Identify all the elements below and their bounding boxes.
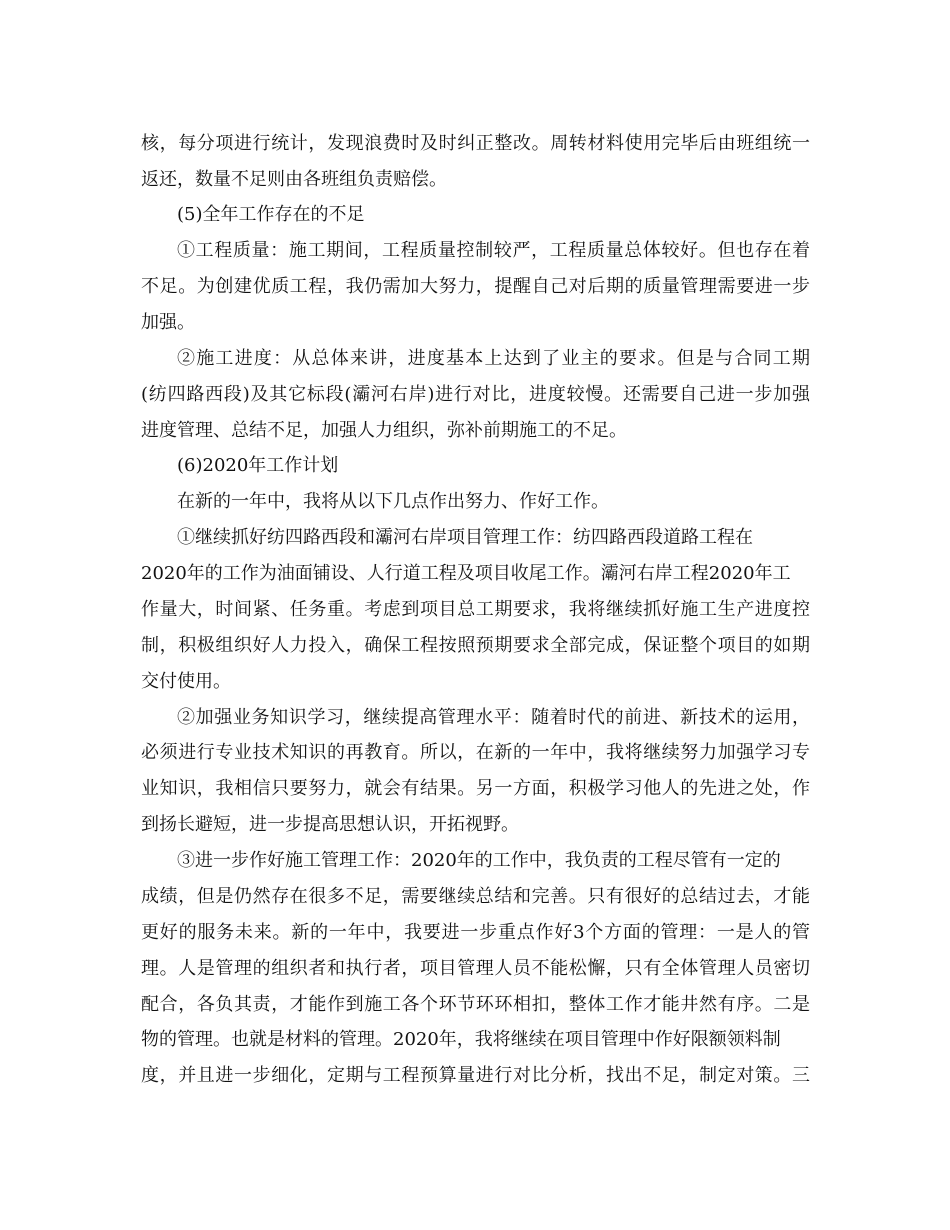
text-line: 理。人是管理的组织者和执行者，项目管理人员不能松懈，只有全体管理人员密切	[141, 958, 810, 979]
text-line: 制，积极组织好人力投入，确保工程按照预期要求全部完成，保证整个项目的如期	[141, 635, 810, 656]
text-line: ②加强业务知识学习，继续提高管理水平：随着时代的前进、新技术的运用，	[177, 707, 810, 728]
section-heading: (5)全年工作存在的不足	[177, 204, 365, 225]
text-line: ①工程质量：施工期间，工程质量控制较严，工程质量总体较好。但也存在着	[177, 240, 810, 261]
text-line: 返还，数量不足则由各班组负责赔偿。	[141, 169, 447, 190]
section-heading: (6)2020年工作计划	[177, 455, 339, 476]
text-line: ③进一步作好施工管理工作：2020年的工作中，我负责的工程尽管有一定的	[177, 850, 781, 871]
text-line: 业知识，我相信只要努力，就会有结果。另一方面，积极学习他人的先进之处，作	[141, 778, 810, 799]
text-line: 核，每分项进行统计，发现浪费时及时纠正整改。周转材料使用完毕后由班组统一	[141, 133, 810, 154]
text-line: 交付使用。	[141, 671, 231, 692]
text-line: 2020年的工作为油面铺设、人行道工程及项目收尾工作。灞河右岸工程2020年工	[141, 563, 791, 584]
text-line: 作量大，时间紧、任务重。考虑到项目总工期要求，我将继续抓好施工生产进度控	[141, 599, 810, 620]
text-line: 不足。为创建优质工程，我仍需加大努力，提醒自己对后期的质量管理需要进一步	[141, 276, 810, 297]
text-line: 度，并且进一步细化，定期与工程预算量进行对比分析，找出不足，制定对策。三	[141, 1065, 810, 1086]
text-line: 加强。	[141, 312, 195, 333]
text-line: 进度管理、总结不足，加强人力组织，弥补前期施工的不足。	[141, 420, 627, 441]
text-line: 物的管理。也就是材料的管理。2020年，我将继续在项目管理中作好限额领料制	[141, 1029, 781, 1050]
text-line: 配合，各负其责，才能作到施工各个环节环环相扣，整体工作才能井然有序。二是	[141, 994, 810, 1015]
text-line: 在新的一年中，我将从以下几点作出努力、作好工作。	[177, 491, 609, 512]
text-line: (纺四路西段)及其它标段(灞河右岸)进行对比，进度较慢。还需要自己进一步加强	[141, 384, 810, 405]
text-line: ②施工进度：从总体来讲，进度基本上达到了业主的要求。但是与合同工期	[177, 348, 810, 369]
text-line: 成绩，但是仍然存在很多不足，需要继续总结和完善。只有很好的总结过去，才能	[141, 886, 810, 907]
text-line: ①继续抓好纺四路西段和灞河右岸项目管理工作：纺四路西段道路工程在	[177, 527, 753, 548]
text-line: 必须进行专业技术知识的再教育。所以，在新的一年中，我将继续努力加强学习专	[141, 742, 810, 763]
text-line: 到扬长避短，进一步提高思想认识，开拓视野。	[141, 814, 519, 835]
text-line: 更好的服务未来。新的一年中，我要进一步重点作好3个方面的管理：一是人的管	[141, 922, 810, 943]
